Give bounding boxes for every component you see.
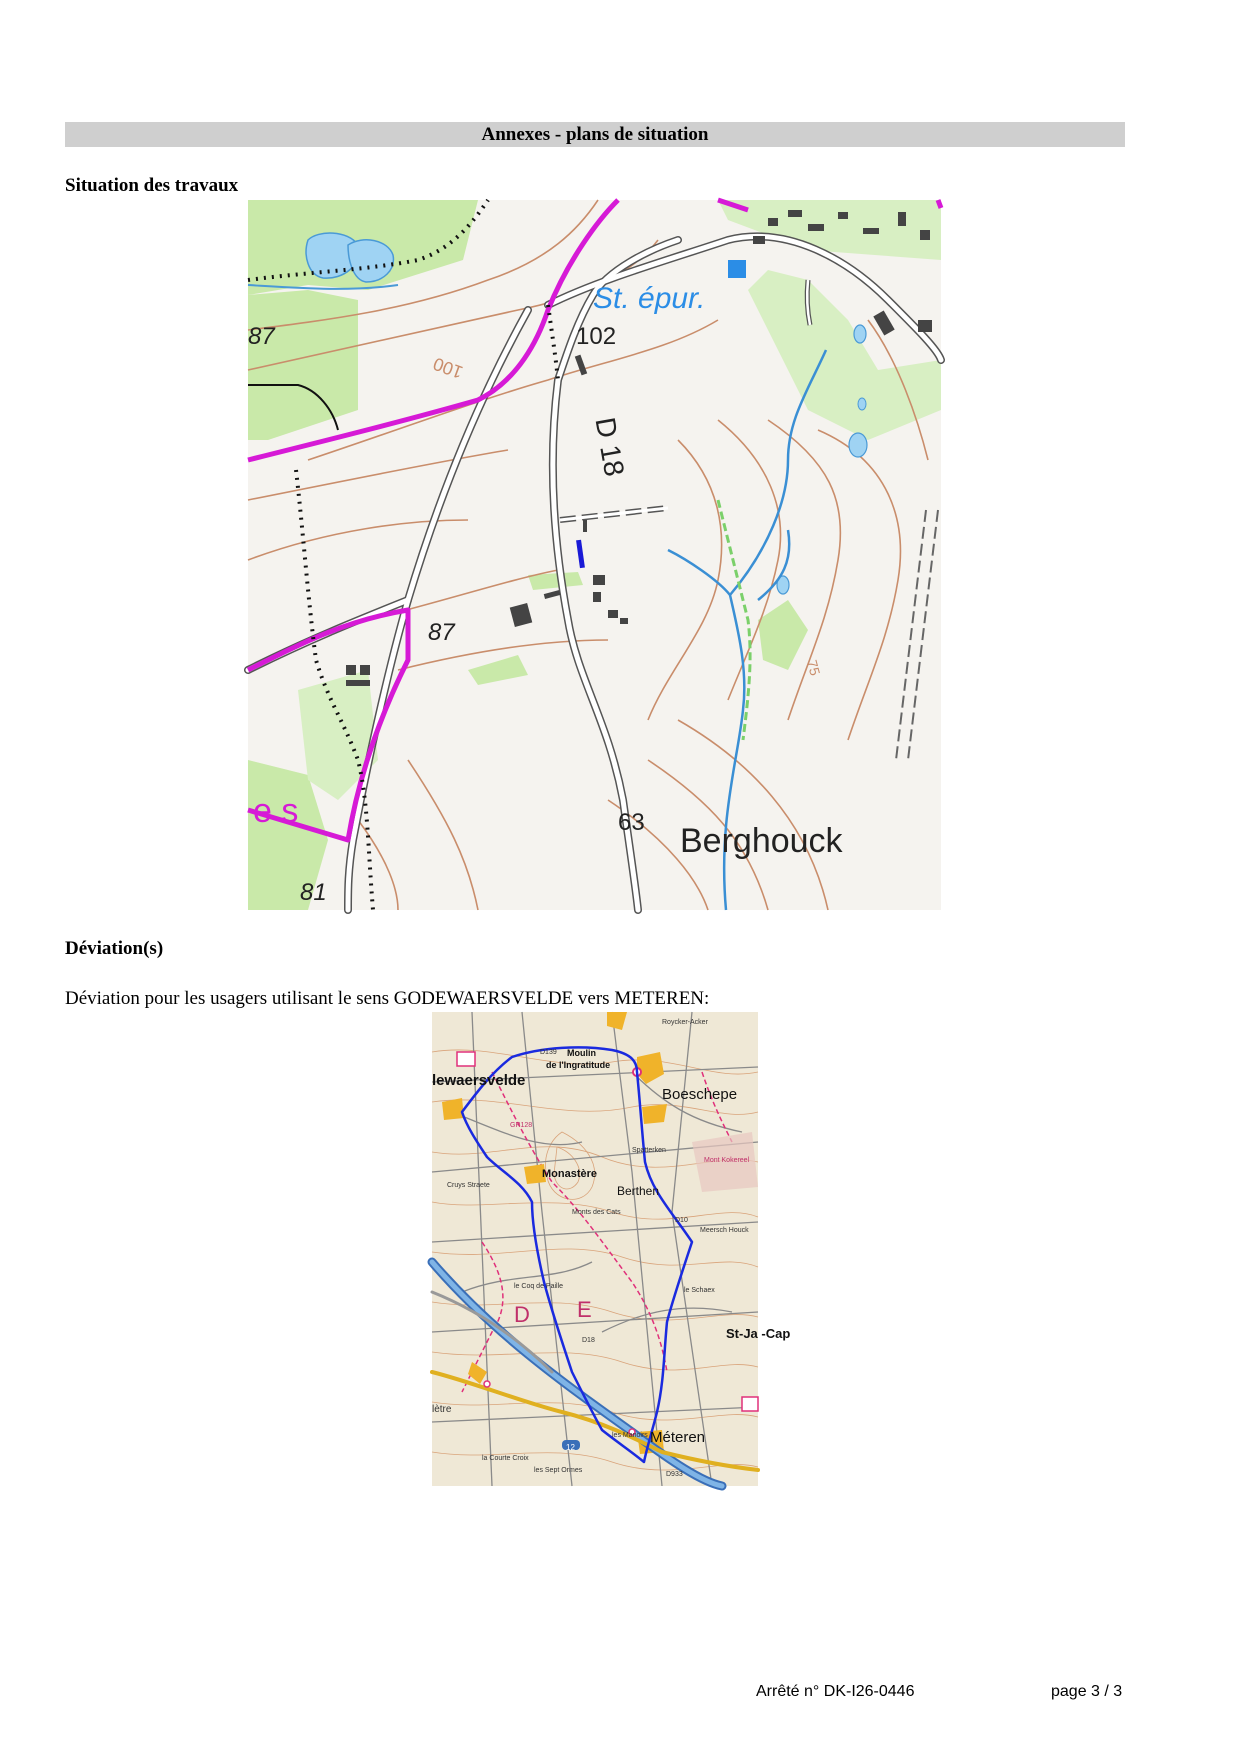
label-les-manoirs: les Manoirs xyxy=(612,1432,648,1439)
deviation-route-map xyxy=(432,1012,791,1486)
label-ingratitude: de l'Ingratitude xyxy=(546,1060,611,1070)
label-road-d18: D 18 xyxy=(589,415,631,479)
label-letter-d: D xyxy=(514,1302,530,1327)
label-boeschepe: Boeschepe xyxy=(662,1086,738,1103)
label-altitude-63: 63 xyxy=(618,809,645,836)
footer-arrete-number: Arrêté n° DK-I26-0446 xyxy=(756,1683,915,1700)
label-gr128: GR128 xyxy=(510,1122,533,1129)
label-meteren: Méteren xyxy=(650,1429,706,1446)
label-contour-100: 100 xyxy=(430,353,466,383)
label-meersch-houck: Meersch Houck xyxy=(700,1227,749,1234)
footer-page-number: page 3 / 3 xyxy=(1051,1683,1123,1700)
works-section-title: Situation des travaux xyxy=(65,175,239,196)
annex-title: Annexes - plans de situation xyxy=(481,123,709,145)
label-moulin: Moulin xyxy=(567,1048,596,1058)
label-cruys-straete: Cruys Straete xyxy=(447,1182,490,1189)
label-letre: lètre xyxy=(432,1404,452,1415)
label-monastere: Monastère xyxy=(542,1168,598,1180)
label-roeckers: Roycker-Acker xyxy=(662,1019,708,1026)
label-le-schaex: le Schaex xyxy=(684,1287,715,1294)
label-la-courte-croix: la Courte Croix xyxy=(482,1455,529,1462)
label-letter-e: E xyxy=(577,1297,592,1322)
label-d139: D139 xyxy=(540,1049,557,1056)
label-exit-12: 12 xyxy=(566,1443,575,1452)
label-berthen: Berthen xyxy=(617,1184,660,1198)
label-altitude-81: 81 xyxy=(300,879,327,906)
works-location-map xyxy=(248,200,941,910)
label-spatterken: Spatterken xyxy=(632,1147,666,1154)
label-monts-des-cats: Monts des Cats xyxy=(572,1209,621,1216)
label-godewaersvelde: lewaersvelde xyxy=(432,1072,526,1089)
label-st-epur: St. épur. xyxy=(593,282,706,315)
deviation-description: Déviation pour les usagers utilisant le sens GODEWAERSVELDE vers METEREN: xyxy=(65,988,710,1009)
label-commune-es: e s xyxy=(253,792,299,830)
label-st-jans: St-Ja -Cap xyxy=(726,1326,791,1341)
label-berghouck: Berghouck xyxy=(680,822,843,860)
label-d10: D10 xyxy=(675,1217,688,1224)
annex-header xyxy=(65,122,1125,147)
label-d18: D18 xyxy=(582,1337,595,1344)
label-d933: D933 xyxy=(666,1471,683,1478)
deviation-section-title: Déviation(s) xyxy=(65,938,164,959)
label-altitude-87-mid: 87 xyxy=(428,619,455,646)
label-altitude-87-left: 87 xyxy=(248,323,275,350)
label-mont-kokereel: Mont Kokereel xyxy=(704,1157,750,1164)
label-contour-75: 75 xyxy=(803,658,824,678)
label-le-coq-de-paille: le Coq de Paille xyxy=(514,1283,564,1290)
label-altitude-102: 102 xyxy=(576,323,617,350)
label-les-sept-ormes: les Sept Ormes xyxy=(534,1467,583,1474)
